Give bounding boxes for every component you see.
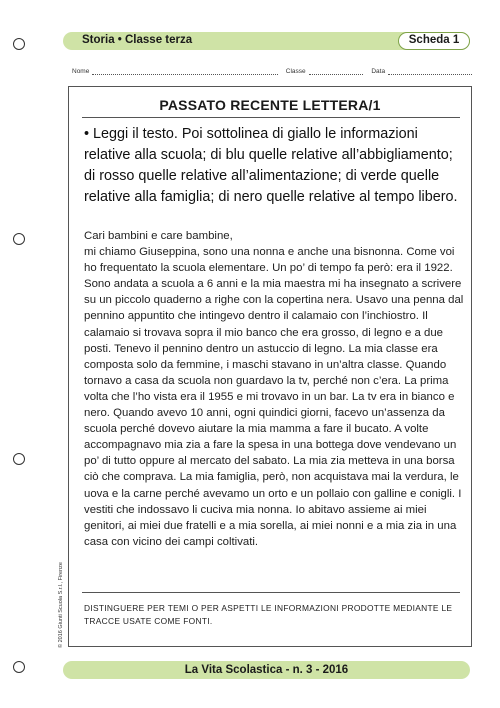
sheet-badge: Scheda 1	[398, 32, 470, 50]
letter-body: mi chiamo Giuseppina, sono una nonna e anche una bisnonna. Come voi ho frequentato la scuola elementare. Un po’ di tempo fa però: era il 1922. Sono andata a scuola a 6 anni e la mia maestra mi ha insegnato a scrivere su un piccolo quaderno a righe con la copertina nera. Usavo una penna dal pennino appuntito che intingevo dentro il calamaio con l’inchiostro. Il calamaio si trovava sopra il mio banco che era grosso, di legno e a due posti. Tenevo il pennino dentro un astuccio di legno. La mia classe era composta solo da femmine, i maschi stavano in un’altra classe. Quando tornavo a casa da scuola non guardavo la tv, perché non c’era. La prima volta che l’ho vista era il 1955 e mi trovavo in un bar. La tv era in bianco e nero. Quando avevo 10 anni, ogni quindici giorni, facevo un’assenza da scuola perché dovevo aiutare la mia mamma a fare il bucato. A volte accompagnavo mia zia a fare la spesa in una bottega dove vendevano un po’ di tutto oppure al mercato del sabato. La mia zia metteva in una borsa ciò che comprava. La mia famiglia, però, non acquistava mai la verdura, le uova e la carne perché avevamo un orto e un pollaio con galline e conigli. I vestiti che indossavo li cuciva mia nonna. Io abitavo assieme ai miei genitori, ai miei due fratelli e a mia sorella, ai miei nonni e a mia zia in una casa con vicino dei campi coltivati.	[84, 246, 464, 548]
name-line[interactable]	[92, 68, 277, 75]
note-divider	[82, 592, 460, 593]
letter-text	[84, 228, 468, 550]
student-fields	[72, 68, 472, 75]
class-label: Classe	[285, 68, 306, 75]
date-line[interactable]	[388, 68, 472, 75]
worksheet-title: PASSATO RECENTE LETTERA/1	[159, 97, 381, 113]
instruction-text: • Leggi il testo. Poi sottolinea di giallo le informazioni relative alla scuola; di blu quelle relative all’abbigliamento; di rosso quelle relative all’alimentazione; di verde quelle relative alla famiglia; di nero quelle relative al tempo libero.	[84, 126, 458, 205]
binder-hole-middle	[13, 233, 25, 245]
subject-label: Storia • Classe terza	[82, 34, 193, 46]
binder-hole-top	[13, 38, 25, 50]
copyright-notice: © 2016 Giunti Scuola S.r.l., Firenze	[58, 562, 64, 648]
footer-bar: La Vita Scolastica - n. 3 - 2016	[63, 661, 470, 679]
class-line[interactable]	[309, 68, 364, 75]
binder-hole-bottom	[13, 661, 25, 673]
name-label: Nome	[72, 68, 90, 75]
teacher-note: DISTINGUERE PER TEMI O PER ASPETTI LE INFORMAZIONI PRODOTTE MEDIANTE LE TRACCE USATE COME FONTI.	[84, 603, 453, 626]
letter-greeting: Cari bambini e care bambine,	[84, 230, 233, 242]
binder-hole-lower	[13, 453, 25, 465]
date-label: Data	[371, 68, 386, 75]
title-divider	[82, 117, 460, 118]
